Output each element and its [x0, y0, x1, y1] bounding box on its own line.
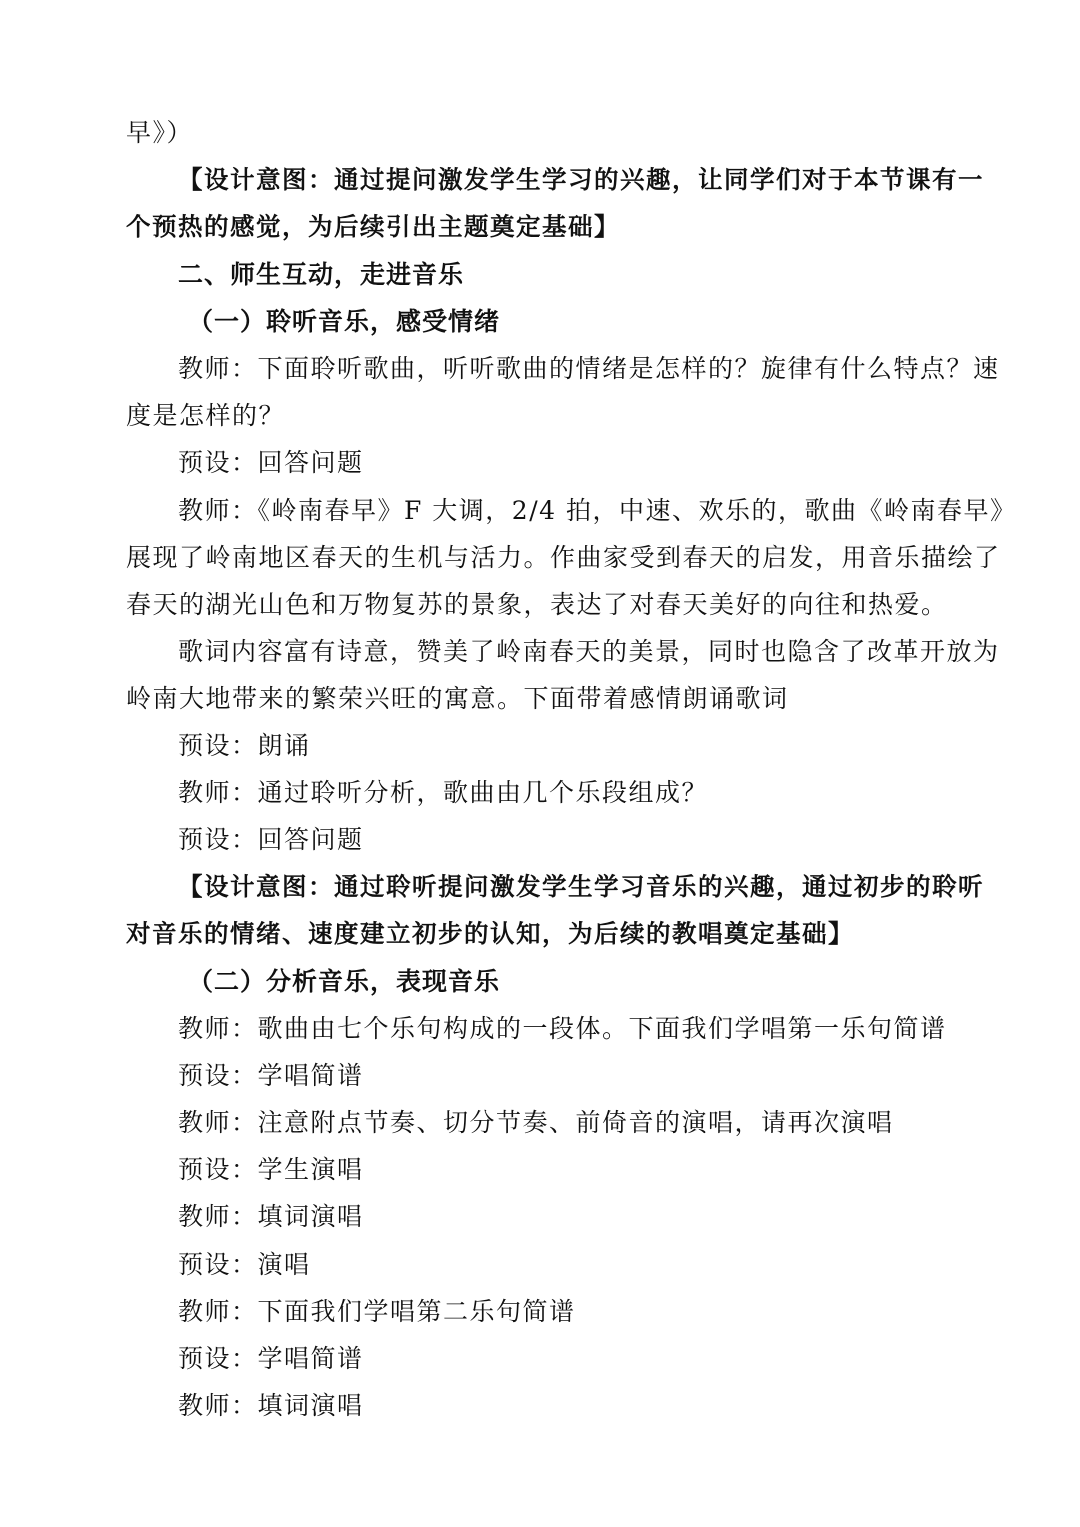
text-line: 岭南大地带来的繁荣兴旺的寓意。下面带着感情朗诵歌词 [126, 684, 789, 713]
text-line: 教师：注意附点节奏、切分节奏、前倚音的演唱，请再次演唱 [178, 1108, 894, 1137]
text-line: 教师：填词演唱 [178, 1202, 364, 1231]
text-line: 教师：下面聆听歌曲，听听歌曲的情绪是怎样的？旋律有什么特点？速 [178, 354, 1000, 383]
text-line: 教师：下面我们学唱第二乐句简谱 [178, 1297, 576, 1326]
text-line: 预设：回答问题 [178, 825, 364, 854]
design-intent-line: 个预热的感觉，为后续引出主题奠定基础】 [126, 212, 620, 241]
text-line: 教师：填词演唱 [178, 1391, 364, 1420]
design-intent-line: 【设计意图：通过聆听提问激发学生学习音乐的兴趣，通过初步的聆听 [178, 872, 984, 901]
text-line: 歌词内容富有诗意，赞美了岭南春天的美景，同时也隐含了改革开放为 [178, 637, 1000, 666]
text-line: 春天的湖光山色和万物复苏的景象，表达了对春天美好的向往和热爱。 [126, 590, 948, 619]
text-line: 预设：学生演唱 [178, 1155, 364, 1184]
text-line: 预设：回答问题 [178, 448, 364, 477]
text-line: 教师：《岭南春早》F 大调，2/4 拍，中速、欢乐的，歌曲《岭南春早》 [178, 496, 1017, 525]
text-line: 预设：演唱 [178, 1250, 311, 1279]
section-heading: 二、师生互动，走进音乐 [178, 260, 465, 289]
text-line: 度是怎样的？ [126, 401, 286, 430]
design-intent-line: 【设计意图：通过提问激发学生学习的兴趣，让同学们对于本节课有一 [178, 165, 984, 194]
text-line: 早》） [126, 118, 194, 147]
text-line: 预设：学唱简谱 [178, 1061, 364, 1090]
text-line: 展现了岭南地区春天的生机与活力。作曲家受到春天的启发，用音乐描绘了 [126, 543, 1001, 572]
text-line: 预设：学唱简谱 [178, 1344, 364, 1373]
subsection-heading: （一）聆听音乐，感受情绪 [188, 307, 501, 336]
design-intent-line: 对音乐的情绪、速度建立初步的认知，为后续的教唱奠定基础】 [126, 919, 854, 948]
text-line: 教师：通过聆听分析，歌曲由几个乐段组成？ [178, 778, 709, 807]
text-line: 预设：朗诵 [178, 731, 311, 760]
text-line: 教师：歌曲由七个乐句构成的一段体。下面我们学唱第一乐句简谱 [178, 1014, 947, 1043]
subsection-heading: （二）分析音乐，表现音乐 [188, 967, 501, 996]
